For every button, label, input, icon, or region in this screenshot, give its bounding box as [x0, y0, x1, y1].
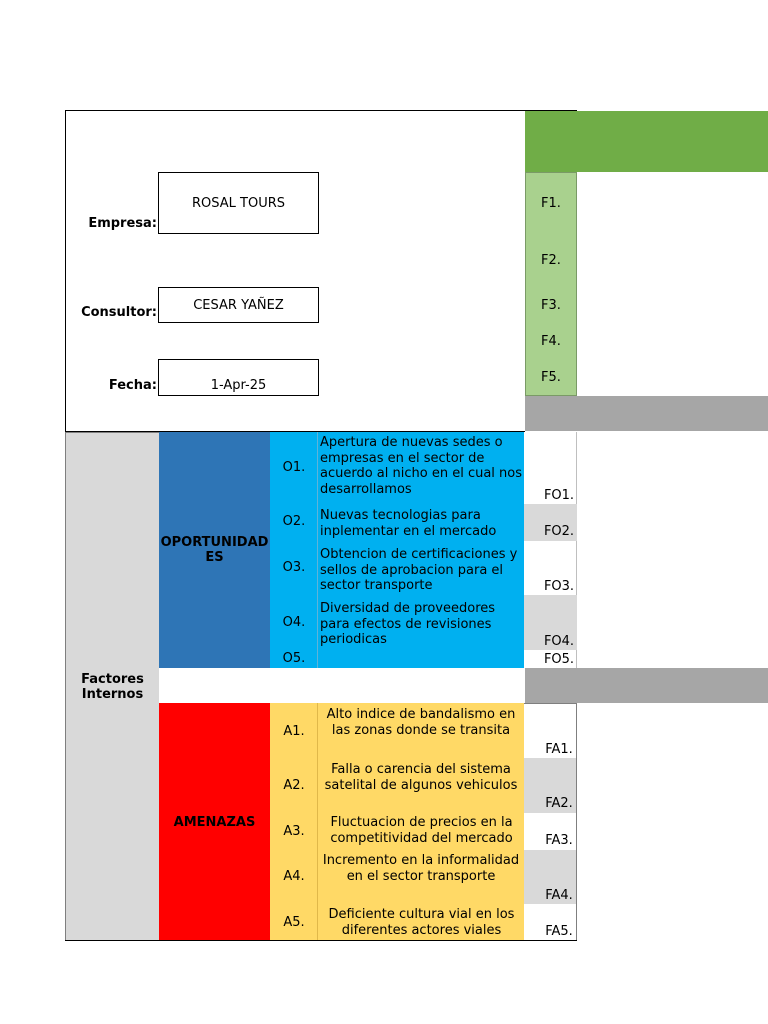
oportunidad-text-1: Apertura de nuevas sedes o empresas en el sector de acuerdo al nicho en el cual nos desarrollamos [320, 435, 523, 497]
gray-separator-bar-1 [525, 396, 768, 431]
consultor-field[interactable]: CESAR YAÑEZ [158, 287, 319, 323]
oportunidad-code-4: O4. [282, 614, 306, 630]
separator-row [159, 668, 525, 703]
fortaleza-code-3: F3. [541, 297, 561, 313]
oportunidad-text-2: Nuevas tecnologias para inplementar en el mercado [320, 508, 497, 539]
fa-code-2: FA2. [545, 795, 573, 811]
empresa-label: Empresa: [88, 216, 157, 231]
empresa-field[interactable]: ROSAL TOURS [158, 172, 319, 234]
fortaleza-code-4: F4. [541, 333, 561, 349]
oportunidad-text-3: Obtencion de certificaciones y sellos de aprobacion para el sector transporte [320, 547, 518, 593]
factores-internos-label: Factores Internos [81, 671, 144, 702]
fa-code-4: FA4. [545, 887, 573, 903]
amenaza-text-4: Incremento en la informalidad en el sector transporte [322, 853, 520, 884]
amenaza-code-3: A3. [283, 823, 305, 839]
factores-internos-cell [65, 432, 159, 941]
fa-code-3: FA3. [545, 832, 573, 848]
fecha-value: 1-Apr-25 [210, 378, 267, 393]
fa-code-1: FA1. [545, 741, 573, 757]
fa-column [524, 703, 577, 941]
amenaza-code-4: A4. [283, 868, 305, 884]
amenaza-text-3: Fluctuacion de precios en la competitividad del mercado [330, 815, 513, 846]
amenaza-text-2: Falla o carencia del sistema satelital de algunos vehiculos [324, 762, 518, 793]
amenaza-text-5: Deficiente cultura vial en los diferentes actores viales [328, 907, 515, 938]
fecha-label: Fecha: [108, 378, 157, 393]
oportunidad-code-5: O5. [282, 650, 306, 666]
fo-code-5: FO5. [543, 651, 575, 667]
fortalezas-header-bar [525, 111, 768, 172]
fortaleza-code-5: F5. [541, 369, 561, 385]
gray-separator-bar-2 [525, 668, 768, 703]
oportunidad-code-3: O3. [282, 559, 306, 575]
fortaleza-code-1: F1. [541, 195, 561, 211]
fa-code-5: FA5. [545, 923, 573, 939]
oportunidades-label-cell [159, 432, 270, 668]
amenazas-label-cell [159, 703, 270, 941]
oportunidad-code-1: O1. [282, 459, 306, 475]
amenaza-text-1: Alto indice de bandalismo en las zonas donde se transita [326, 707, 516, 738]
amenaza-code-5: A5. [283, 914, 305, 930]
fo-code-2: FO2. [543, 523, 575, 539]
bottom-border [65, 940, 577, 941]
oportunidad-text-4: Diversidad de proveedores para efectos de revisiones periodicas [320, 601, 496, 647]
fortaleza-code-2: F2. [541, 252, 561, 268]
amenazas-label: AMENAZAS [173, 814, 256, 830]
amenaza-code-1: A1. [283, 723, 305, 739]
fo-code-3: FO3. [543, 578, 575, 594]
consultor-label: Consultor: [81, 305, 157, 320]
oportunidades-label: OPORTUNIDADES [160, 535, 269, 565]
fo-code-4: FO4. [543, 633, 575, 649]
oportunidad-code-2: O2. [282, 513, 306, 529]
amenaza-code-2: A2. [283, 777, 305, 793]
fo-code-1: FO1. [543, 487, 575, 503]
fecha-field[interactable] [158, 359, 319, 396]
